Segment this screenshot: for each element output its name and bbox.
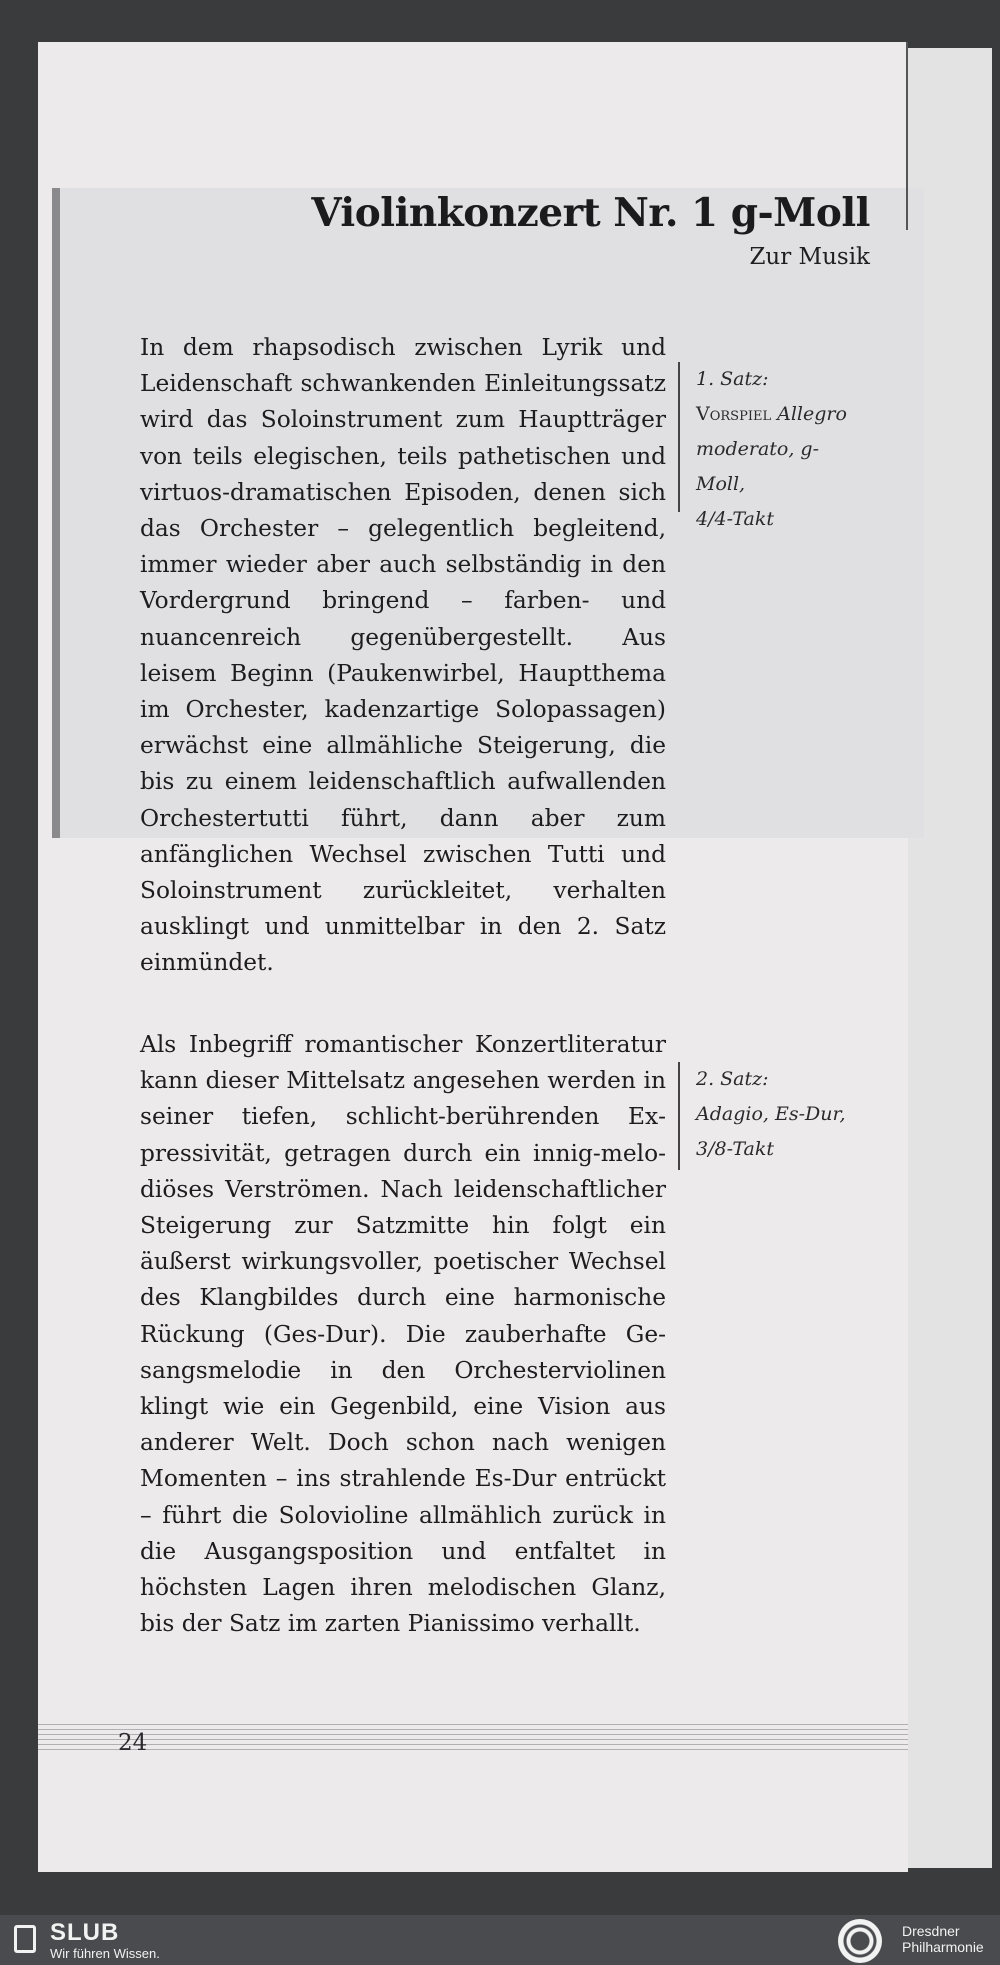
paragraph-movement-2: Als Inbegriff romantischer Konzertliteratur kann dieser Mittelsatz angesehen werden in seiner tiefen, schlicht-berührenden Expressivität, getragen durch ein innig-melodiöses Verströmen. Nach leidenschaftlicher Steigerung zur Satzmitte hin folgt ein äußerst wirkungsvoller, poetischer Wechsel des Klangbildes durch eine harmonische Rückung (Ges-Dur). Die zauberhafte Gesangsmelodie in den Orchesterviolinen klingt wie ein Gegenbild, eine Vision aus anderer Welt. Doch schon nach wenigen Momenten – ins strahlende Es-Dur entrückt – führt die Solovioline allmählich zurück in die Ausgangsposition und entfaltet in höchsten Lagen ihren melodischen Glanz, bis der Satz im zarten Pianissimo verhallt. [140,1031,666,1638]
movement-1-title: Vorspiel [696,403,772,425]
movement-1-label: 1. Satz: [696,368,769,390]
slub-logo-icon [14,1925,36,1953]
partner-name-line-1: Dresdner [902,1923,960,1939]
section-subtitle: Zur Musik [749,244,870,270]
partner-name [902,1923,984,1955]
page-title: Violinkonzert Nr. 1 g-Moll [311,190,870,236]
paragraph-movement-1: In dem rhapsodisch zwischen Lyrik und Leidenschaft schwankenden Einleitungssatz wird das Soloinstrument zum Hauptträger von teils elegischen, teils pathetischen und virtuos-dramatischen Episoden, denen sich das Orchester – gelegentlich begleitend, immer wieder aber auch selbständig in den Vordergrund bringend – farben- und nuancenreich gegenübergestellt. Aus leisem Beginn (Paukenwirbel, Hauptthema im Orchester, kadenzartige Solopassagen) erwächst eine allmähliche Steigerung, die bis zu einem leidenschaftlich aufwallenden Orchestertutti führt, dann aber zum anfänglichen Wechsel zwischen Tutti und Soloinstrument zurückleitet, verhalten ausklingt und unmittelbar in den 2. Satz einmündet. [140,334,666,977]
margin-note-movement-1 [678,362,868,530]
movement-1-tempo [696,397,868,432]
title-rule [906,42,908,230]
movement-1-tempo-text: Allegro [777,403,847,425]
scanned-page-spread [38,42,992,1872]
movement-2-label: 2. Satz: [696,1068,769,1090]
viewer-footer [0,1915,1000,1965]
movement-2-tempo: Adagio, Es-Dur, [696,1103,846,1125]
library-name: SLUB [50,1919,120,1946]
philharmonie-logo-icon [838,1919,882,1963]
movement-2-meter: 3/8-Takt [696,1138,774,1160]
movement-1-meter: 4/4-Takt [696,508,774,530]
footer-rules [38,1720,908,1760]
library-tagline: Wir führen Wissen. [50,1946,160,1961]
margin-note-movement-2 [678,1062,868,1170]
partner-name-line-2: Philharmonie [902,1939,984,1955]
page-number: 24 [118,1730,148,1756]
movement-1-detail: moderato, g-Moll, [696,438,820,495]
program-page [38,42,908,1872]
show-through-edge [52,188,60,838]
